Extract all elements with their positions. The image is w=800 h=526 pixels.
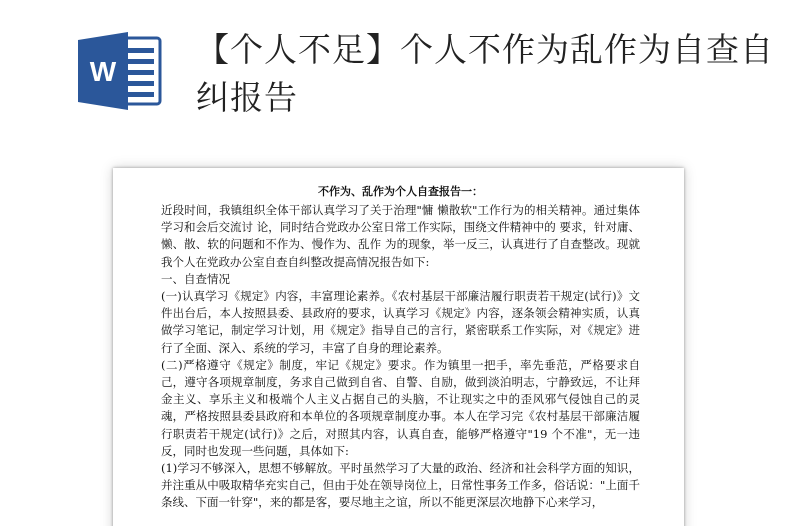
document-paragraph-issue-1: (1)学习不够深入，思想不够解放。平时虽然学习了大量的政治、经济和社会科学方面的知识，并注重从中吸取精华充实自己，但由于处在领导岗位上，日常性事务工作多，俗话说："上面千条线、下面一针穿"，来的都是客，要尽地主之谊，所以不能更深层次地静下心来学习，: [161, 461, 640, 510]
word-document-icon: [76, 30, 164, 112]
document-page: [113, 168, 684, 526]
document-paragraph-intro: 近段时间，我镇组织全体干部认真学习了关于治理"慵 懒散软"工作行为的相关精神。通过集体学习和会后交流讨 论，同时结合党政办公室日常工作实际，围绕文件精神中的 要求，针对庸、懒、散、软的问题和不作为、慢作为、乱作 为的现象，举一反三，认真进行了自查整改。现就我个人在党政办公室自查自纠整改提高情况报告如下:: [161, 203, 640, 269]
document-paragraph-comply: (二)严格遵守《规定》制度，牢记《规定》要求。作为镇里一把手，率先垂范，严格要求自己，遵守各项规章制度，务求自己做到自省、自警、自励，做到淡泊明志，宁静致远，不让拜金主义、享乐主义和极端个人主义占据自己的头脑，不让现实之中的歪风邪气侵蚀自己的灵魂，严格按照县委县政府和本单位的各项规章制度办事。本人在学习完《农村基层干部廉洁履行职责若干规定(试行)》之后，对照其内容，认真自查，能够严格遵守"19 个不准"，无一违反，同时也发现一些问题，具体如下:: [161, 357, 640, 458]
document-paragraph-study: (一)认真学习《规定》内容，丰富理论素养。《农村基层干部廉洁履行职责若干规定(试行)》文件出台后，本人按照县委、县政府的要求，认真学习《规定》内容，逐条领会精神实质，认真做学习笔记，制定学习计划，用《规定》指导自己的言行，紧密联系工作实际，对《规定》进行了全面、深入、系统的学习，丰富了自身的理论素养。: [161, 289, 640, 355]
word-icon-letter: W: [89, 56, 117, 87]
document-section-heading: 一、自查情况: [161, 271, 230, 286]
page-title: 【个人不足】个人不作为乱作为自查自纠报告: [196, 30, 774, 117]
document-heading: 不作为、乱作为个人自查报告一：: [318, 185, 483, 198]
